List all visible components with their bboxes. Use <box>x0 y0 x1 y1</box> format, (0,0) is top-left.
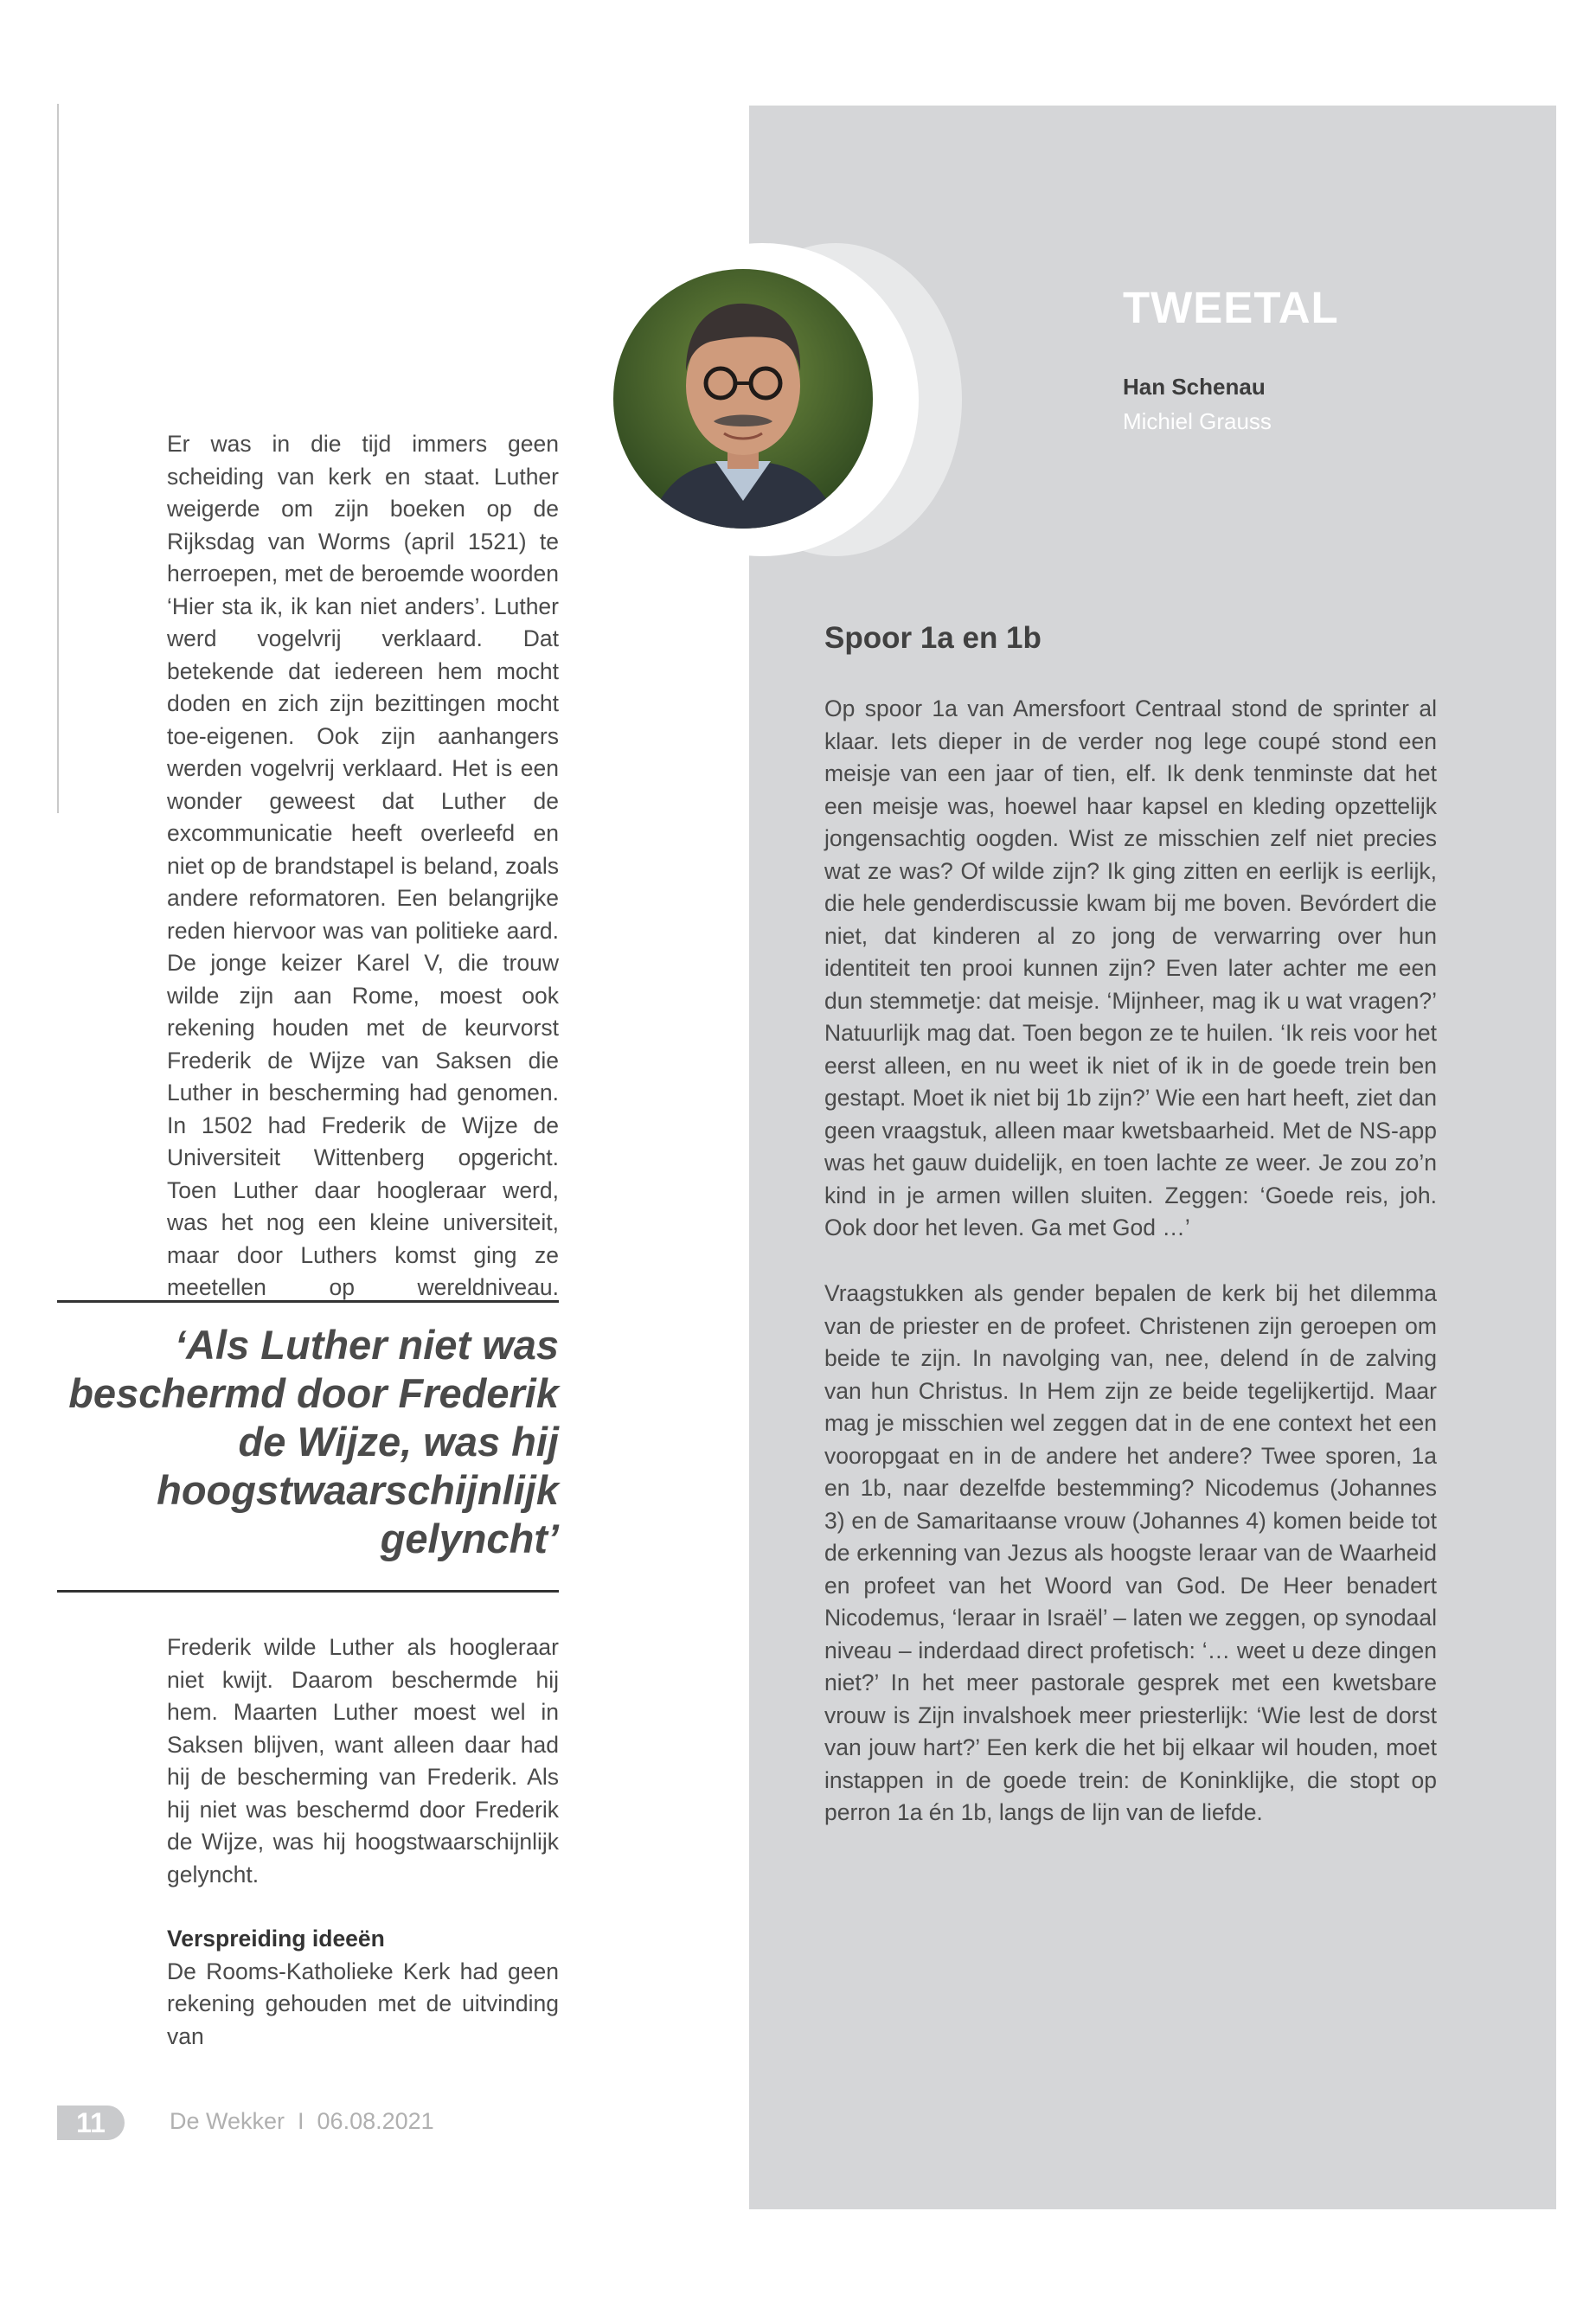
author-portrait <box>613 269 873 529</box>
pull-quote: ‘Als Luther niet was beschermd door Frederik de Wijze, was hij hoogstwaarschijnlijk gelyncht’ <box>68 1322 559 1561</box>
publication-footer: De Wekker I 06.08.2021 <box>170 2108 434 2134</box>
photo-credit: Michiel Grauss <box>1123 408 1272 434</box>
sidebar-body-1 <box>824 693 1437 1245</box>
sidebar-paragraph: Vraagstukken als gender bepalen de kerk bij het dilemma van de priester en de profeet. Christenen zijn geroepen om beide te zijn. In navolging van, nee, delend ín de zalving van hun Christus. In Hem zijn ze beide tegelijkertijd. Maar mag je misschien wel zeggen dat in de ene context het een vooropgaat en in de andere het andere? Twee sporen, 1a en 1b, naar dezelfde bestemming? Nicodemus (Johannes 3) en de Samaritaanse vrouw (Johannes 4) komen beide tot de erkenning van Jezus als hoogste leraar van de Waarheid en profeet van het Woord van God. De Heer benadert Nicodemus, ‘leraar in Israël’ – laten we zeggen, op synodaal niveau – inderdaad direct profetisch: ‘… weet u deze dingen niet?’ In het meer pastorale gesprek met een kwetsbare vrouw is Zijn invalshoek meer priesterlijk: ‘Wie lest de dorst van jouw hart?’ Een kerk die het bij elkaar wil houden, moet instappen in de goede trein: de Koninklijke, die stopt op perron 1a én 1b, langs de lijn van de liefde. <box>824 1280 1437 1825</box>
quote-rule-bottom <box>57 1590 559 1593</box>
article-paragraph: Er was in die tijd immers geen scheiding van kerk en staat. Luther weigerde om zijn boeken op de Rijksdag van Worms (april 1521) te herroepen, met de beroemde woorden ‘Hier sta ik, ik kan niet anders’. Luther werd vogelvrij verklaard. Dat betekende dat iedereen hem mocht doden en zich zijn bezittingen mocht toe-eigenen. Ook zijn aanhangers werden vogelvrij verklaard. Het is een wonder geweest dat Luther de excommunicatie heeft overleefd en niet op de brandstapel is beland, zoals andere reformatoren. Een belangrijke reden hiervoor was van politieke aard. De jonge keizer Karel V, die trouw wilde zijn aan Rome, moest ook rekening houden met de keurvorst Frederik de Wijze van Saksen die Luther in bescherming had genomen. In 1502 had Frederik de Wijze de Universiteit Wittenberg opgericht. Toen Luther daar hoogleraar werd, was het nog een kleine universiteit, maar door Luthers komst ging ze meetellen op wereldniveau. <box>167 431 559 1300</box>
article-body-2 <box>167 1631 559 2053</box>
article-paragraph: De Rooms-Katholieke Kerk had geen rekening gehouden met de uitvinding van <box>167 1958 559 2049</box>
page-number: 11 <box>57 2106 125 2140</box>
left-margin-rule <box>57 104 59 813</box>
section-subheading: Verspreiding ideeën <box>167 1926 385 1952</box>
author-name: Han Schenau <box>1123 374 1266 400</box>
article-body-1 <box>167 428 559 1304</box>
article-paragraph: Frederik wilde Luther als hoogleraar niet kwijt. Daarom beschermde hij hem. Maarten Luther moest wel in Saksen blijven, want alleen daar had hij de bescherming van Frederik. Als hij niet was beschermd door Frederik de Wijze, was hij hoogstwaarschijnlijk gelyncht. <box>167 1634 559 1888</box>
column-label: TWEETAL <box>1123 283 1339 332</box>
sidebar-body-2 <box>824 1278 1437 1830</box>
sidebar-paragraph: Op spoor 1a van Amersfoort Centraal stond de sprinter al klaar. Iets dieper in de verder nog lege coupé stond een meisje van een jaar of tien, elf. Ik denk tenminste dat het een meisje was, hoewel haar kapsel en kleding opzettelijk jongensachtig oogden. Wist ze misschien zelf niet precies wat ze was? Of wilde zijn? Ik ging zitten en eerlijk is eerlijk, die hele genderdiscussie kwam bij me boven. Bevórdert die niet, dat kinderen al zo jong de verwarring over hun identiteit ten prooi kunnen zijn? Even later achter me een dun stemmetje: dat meisje. ‘Mijnheer, mag ik u wat vragen?’ Natuurlijk mag dat. Toen begon ze te huilen. ‘Ik reis voor het eerst alleen, en nu weet ik niet of ik in de goede trein ben gestapt. Moet ik niet bij 1b zijn?’ Wie een hart heeft, ziet dan geen vraagstuk, alleen maar kwetsbaarheid. Met de NS-app was het gauw duidelijk, en toen lachte ze weer. Je zou zo’n kind in je armen willen sluiten. Zeggen: ‘Goede reis, joh. Ook door het leven. Ga met God …’ <box>824 695 1437 1240</box>
sidebar-title: Spoor 1a en 1b <box>824 621 1042 655</box>
quote-rule-top <box>57 1300 559 1303</box>
